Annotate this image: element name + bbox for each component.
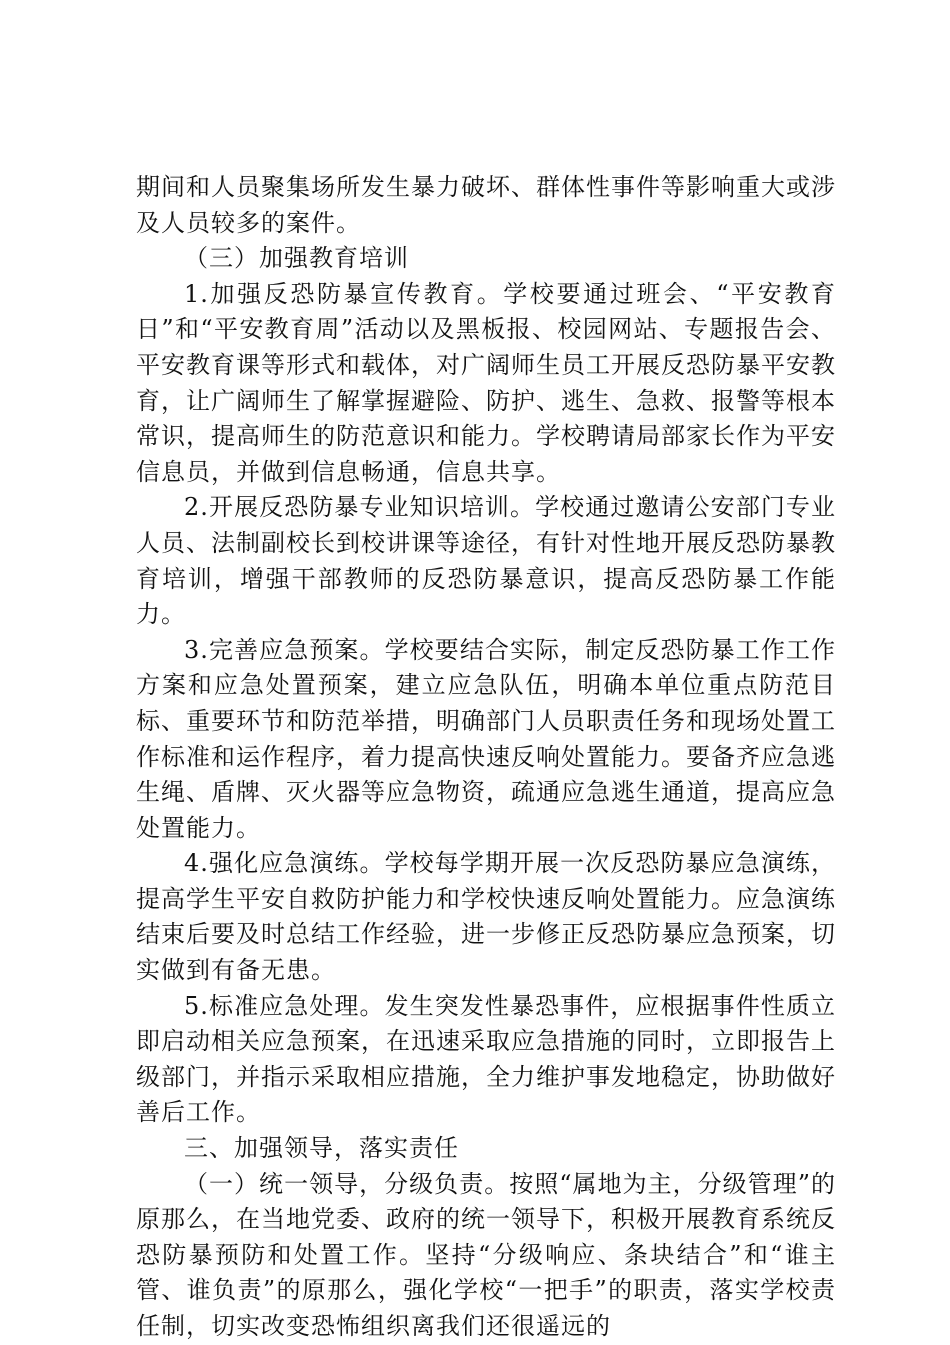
paragraph-emergency-drill: 4.强化应急演练。学校每学期开展一次反恐防暴应急演练，提高学生平安自救防护能力和学校快速反响处置能力。应急演练结束后要及时总结工作经验，进一步修正反恐防暴应急预案，切实做到有备无患。 <box>136 849 836 985</box>
document-body <box>136 170 836 1345</box>
paragraph-professional-training: 2.开展反恐防暴专业知识培训。学校通过邀请公安部门专业人员、法制副校长到校讲课等途径，有针对性地开展反恐防暴教育培训，增强干部教师的反恐防暴意识，提高反恐防暴工作能力。 <box>136 493 836 629</box>
section-heading-strengthen-training: （三）加强教育培训 <box>184 244 409 273</box>
paragraph-unified-leadership: （一）统一领导，分级负责。按照“属地为主，分级管理”的原那么，在当地党委、政府的统一领导下，积极开展教育系统反恐防暴预防和处置工作。坚持“分级响应、条块结合”和“谁主管、谁负责”的原那么，强化学校“一把手”的职责，落实学校责任制，切实改变恐怖组织离我们还很遥远的 <box>136 1169 836 1340</box>
paragraph-continuation: 期间和人员聚集场所发生暴力破坏、群体性事件等影响重大或涉及人员较多的案件。 <box>136 173 836 237</box>
paragraph-emergency-plan: 3.完善应急预案。学校要结合实际，制定反恐防暴工作工作方案和应急处置预案，建立应急队伍，明确本单位重点防范目标、重要环节和防范举措，明确部门人员职责任务和现场处置工作标准和运作程序，着力提高快速反响处置能力。要备齐应急逃生绳、盾牌、灭火器等应急物资，疏通应急逃生通道，提高应急处置能力。 <box>136 635 836 842</box>
paragraph-publicity-education: 1.加强反恐防暴宣传教育。学校要通过班会、“平安教育日”和“平安教育周”活动以及黑板报、校园网站、专题报告会、平安教育课等形式和载体，对广阔师生员工开展反恐防暴平安教育，让广阔师生了解掌握避险、防护、逃生、急救、报警等根本常识，提高师生的防范意识和能力。学校聘请局部家长作为平安信息员，并做到信息畅通，信息共享。 <box>136 279 836 486</box>
paragraph-emergency-handling: 5.标准应急处理。发生突发性暴恐事件，应根据事件性质立即启动相关应急预案，在迅速采取应急措施的同时，立即报告上级部门，并指示采取相应措施，全力维护事发地稳定，协助做好善后工作。 <box>136 991 836 1127</box>
section-heading-leadership: 三、加强领导，落实责任 <box>184 1134 459 1163</box>
